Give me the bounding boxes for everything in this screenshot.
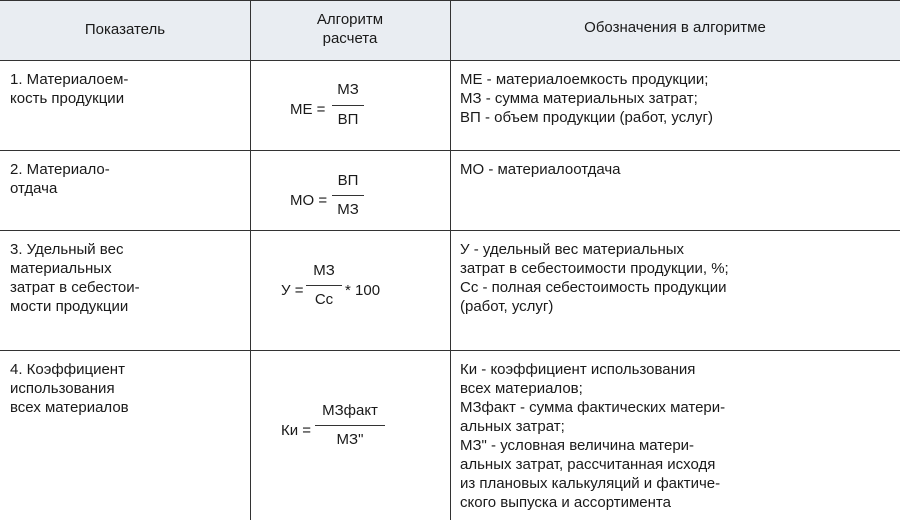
row4-notes (460, 360, 725, 512)
formula-lhs: МО = (290, 192, 328, 209)
row2-indicator (10, 160, 110, 198)
indicator-line: 1. Материалоем- (10, 71, 129, 88)
note-line: У - удельный вес материальных (460, 241, 685, 258)
formula-numerator: МЗфакт (322, 402, 378, 419)
fraction-bar (306, 285, 342, 286)
header-notations: Обозначения в алгоритме (584, 19, 766, 36)
formula-multiplier: * 100 (345, 282, 381, 299)
formula-denominator: МЗ (337, 201, 359, 218)
indicator-line: отдача (10, 180, 58, 197)
indicator-line: 3. Удельный вес (10, 241, 124, 258)
formula-numerator: МЗ (313, 262, 335, 279)
indicator-line: использования (10, 380, 115, 397)
formula-denominator: МЗ" (336, 431, 364, 448)
fraction-bar (332, 195, 364, 196)
formula-lhs: Ки = (281, 422, 312, 439)
indicator-line: всех материалов (10, 399, 129, 416)
column-divider (250, 0, 251, 520)
note-line: Ки - коэффициент использования (460, 361, 696, 378)
row1-notes (460, 70, 713, 127)
formula-denominator: Сс (314, 291, 334, 308)
note-line: Сс - полная себестоимость продукции (460, 279, 727, 296)
column-divider (450, 0, 451, 520)
indicator-line: мости продукции (10, 298, 129, 315)
indicator-line: 4. Коэффициент (10, 361, 125, 378)
note-line: ского выпуска и ассортимента (460, 494, 671, 511)
indicator-line: 2. Материало- (10, 161, 110, 178)
note-line: из плановых калькуляций и фактиче- (460, 475, 721, 492)
indicator-line: кость продукции (10, 90, 125, 107)
fraction-bar (332, 105, 364, 106)
note-line: ВП - объем продукции (работ, услуг) (460, 109, 713, 126)
note-line: МЕ - материалоемкость продукции; (460, 71, 709, 88)
row3-notes (460, 240, 729, 316)
note-line: МЗфакт - сумма фактических матери- (460, 399, 726, 416)
formula-lhs: У = (281, 282, 304, 299)
indicator-line: материальных (10, 260, 112, 277)
formula-numerator: ВП (337, 172, 359, 189)
header-algorithm-line1: Алгоритм (316, 11, 384, 28)
fraction-bar (315, 425, 385, 426)
header-algorithm-line2: расчета (322, 30, 378, 47)
row1-indicator (10, 70, 128, 108)
formula-numerator: МЗ (337, 81, 359, 98)
formula-denominator: ВП (337, 111, 359, 128)
note-line: альных затрат; (460, 418, 565, 435)
row4-indicator (10, 360, 129, 417)
formula-lhs: МЕ = (290, 101, 326, 118)
row3-indicator (10, 240, 140, 316)
header-indicator: Показатель (84, 21, 166, 38)
note-line: затрат в себестоимости продукции, %; (460, 260, 729, 277)
indicator-line: затрат в себестои- (10, 279, 140, 296)
row2-notes (460, 160, 621, 179)
note-line: альных затрат, рассчитанная исходя (460, 456, 716, 473)
note-line: МЗ - сумма материальных затрат; (460, 90, 698, 107)
note-line: (работ, услуг) (460, 298, 554, 315)
note-line: всех материалов; (460, 380, 583, 397)
note-line: МО - материалоотдача (460, 161, 621, 178)
note-line: МЗ" - условная величина матери- (460, 437, 695, 454)
